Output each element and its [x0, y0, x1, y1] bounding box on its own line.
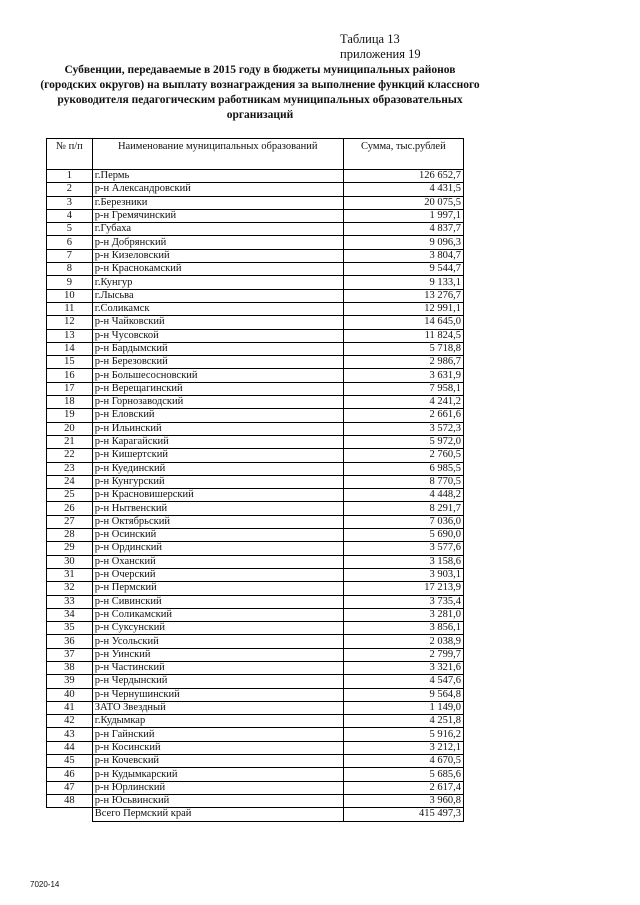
row-name: р-н Уинский	[92, 648, 343, 661]
row-name: р-н Октябрьский	[92, 515, 343, 528]
table-row	[47, 342, 464, 355]
table-row	[47, 728, 464, 741]
row-name: р-н Пермский	[92, 582, 343, 595]
table-row	[47, 794, 464, 807]
table-row	[47, 622, 464, 635]
row-name: р-н Куединский	[92, 462, 343, 475]
table-row	[47, 183, 464, 196]
table-row	[47, 409, 464, 422]
table-row	[47, 396, 464, 409]
table-body	[47, 170, 464, 822]
row-num: 31	[47, 568, 93, 581]
row-sum: 9 564,8	[343, 688, 463, 701]
row-sum: 9 096,3	[343, 236, 463, 249]
row-num: 16	[47, 369, 93, 382]
row-sum: 5 690,0	[343, 529, 463, 542]
row-num: 3	[47, 196, 93, 209]
row-sum: 11 824,5	[343, 329, 463, 342]
row-sum: 2 038,9	[343, 635, 463, 648]
row-sum: 13 276,7	[343, 289, 463, 302]
row-name: р-н Сивинский	[92, 595, 343, 608]
row-sum: 1 997,1	[343, 209, 463, 222]
row-num: 40	[47, 688, 93, 701]
row-num: 44	[47, 741, 93, 754]
row-sum: 5 916,2	[343, 728, 463, 741]
table-row	[47, 435, 464, 448]
row-name: р-н Красновишерский	[92, 489, 343, 502]
row-sum: 5 718,8	[343, 342, 463, 355]
row-name: р-н Суксунский	[92, 622, 343, 635]
row-sum: 3 572,3	[343, 422, 463, 435]
row-num: 14	[47, 342, 93, 355]
table-row	[47, 688, 464, 701]
table-row	[47, 356, 464, 369]
table-row	[47, 608, 464, 621]
row-num: 18	[47, 396, 93, 409]
table-row	[47, 236, 464, 249]
table-row	[47, 489, 464, 502]
table-row	[47, 422, 464, 435]
table-row	[47, 595, 464, 608]
row-sum: 4 837,7	[343, 223, 463, 236]
row-num: 17	[47, 382, 93, 395]
table-row	[47, 223, 464, 236]
row-num: 45	[47, 755, 93, 768]
row-name: р-н Верещагинский	[92, 382, 343, 395]
row-name: р-н Очерский	[92, 568, 343, 581]
row-sum: 8 291,7	[343, 502, 463, 515]
row-num: 39	[47, 675, 93, 688]
header-sum: Сумма, тыс.рублей	[343, 139, 463, 170]
table-row	[47, 675, 464, 688]
table-total-row	[47, 808, 464, 821]
row-name: р-н Кочевский	[92, 755, 343, 768]
row-sum: 3 903,1	[343, 568, 463, 581]
row-num: 12	[47, 316, 93, 329]
row-num: 32	[47, 582, 93, 595]
table-row	[47, 209, 464, 222]
subsidies-table	[46, 138, 464, 822]
row-sum: 3 577,6	[343, 542, 463, 555]
row-name: р-н Кудымкарский	[92, 768, 343, 781]
table-row	[47, 661, 464, 674]
row-name: р-н Гремячинский	[92, 209, 343, 222]
row-num: 41	[47, 701, 93, 714]
row-sum: 3 960,8	[343, 794, 463, 807]
row-sum: 5 972,0	[343, 435, 463, 448]
row-sum: 126 652,7	[343, 170, 463, 183]
row-sum: 14 645,0	[343, 316, 463, 329]
table-row	[47, 768, 464, 781]
row-name: р-н Еловский	[92, 409, 343, 422]
row-num: 6	[47, 236, 93, 249]
row-name: р-н Юрлинский	[92, 781, 343, 794]
row-num: 38	[47, 661, 93, 674]
row-sum: 1 149,0	[343, 701, 463, 714]
row-num: 34	[47, 608, 93, 621]
row-name: р-н Большесосновский	[92, 369, 343, 382]
row-name: р-н Чусовской	[92, 329, 343, 342]
row-sum: 9 544,7	[343, 263, 463, 276]
row-num: 2	[47, 183, 93, 196]
table-row	[47, 276, 464, 289]
row-sum: 3 804,7	[343, 249, 463, 262]
row-name: р-н Кунгурский	[92, 475, 343, 488]
row-name: р-н Кизеловский	[92, 249, 343, 262]
row-name: г.Губаха	[92, 223, 343, 236]
row-sum: 3 631,9	[343, 369, 463, 382]
row-num: 19	[47, 409, 93, 422]
row-sum: 2 986,7	[343, 356, 463, 369]
table-row	[47, 635, 464, 648]
row-name: р-н Усольский	[92, 635, 343, 648]
row-sum: 8 770,5	[343, 475, 463, 488]
row-sum: 3 281,0	[343, 608, 463, 621]
table-row	[47, 701, 464, 714]
table-row	[47, 462, 464, 475]
row-name: г.Кудымкар	[92, 715, 343, 728]
total-label: Всего Пермский край	[92, 808, 343, 821]
table-caption	[340, 32, 421, 62]
row-sum: 7 036,0	[343, 515, 463, 528]
row-num: 33	[47, 595, 93, 608]
table-row	[47, 316, 464, 329]
caption-appendix: приложения 19	[340, 47, 421, 61]
row-name: р-н Ильинский	[92, 422, 343, 435]
table-row	[47, 555, 464, 568]
row-num: 42	[47, 715, 93, 728]
row-sum: 2 661,6	[343, 409, 463, 422]
row-name: р-н Краснокамский	[92, 263, 343, 276]
row-sum: 2 760,5	[343, 449, 463, 462]
row-name: р-н Добрянский	[92, 236, 343, 249]
row-num: 22	[47, 449, 93, 462]
row-sum: 6 985,5	[343, 462, 463, 475]
total-num-empty	[47, 808, 93, 821]
row-sum: 3 856,1	[343, 622, 463, 635]
row-sum: 17 213,9	[343, 582, 463, 595]
row-num: 48	[47, 794, 93, 807]
row-sum: 2 799,7	[343, 648, 463, 661]
row-sum: 4 431,5	[343, 183, 463, 196]
table-row	[47, 542, 464, 555]
table-header-row	[47, 139, 464, 170]
row-sum: 4 547,6	[343, 675, 463, 688]
row-num: 21	[47, 435, 93, 448]
row-name: р-н Нытвенский	[92, 502, 343, 515]
row-name: р-н Частинский	[92, 661, 343, 674]
row-num: 35	[47, 622, 93, 635]
table-row	[47, 382, 464, 395]
document-title: Субвенции, передаваемые в 2015 году в бюджеты муниципальных районов (городских округов) на выплату вознаграждения за выполнение функций классного руководителя педагогическим работникам муниципальных образовательных организаций	[40, 64, 480, 121]
row-num: 23	[47, 462, 93, 475]
row-name: р-н Чердынский	[92, 675, 343, 688]
row-num: 47	[47, 781, 93, 794]
footer-code: 7020-14	[30, 880, 60, 889]
row-name: р-н Осинский	[92, 529, 343, 542]
row-name: р-н Александровский	[92, 183, 343, 196]
row-num: 36	[47, 635, 93, 648]
table-row	[47, 715, 464, 728]
caption-table-number: Таблица 13	[340, 32, 400, 46]
row-sum: 12 991,1	[343, 302, 463, 315]
table-row	[47, 475, 464, 488]
row-sum: 9 133,1	[343, 276, 463, 289]
table-row	[47, 502, 464, 515]
row-name: г.Пермь	[92, 170, 343, 183]
row-sum: 20 075,5	[343, 196, 463, 209]
row-name: г.Лысьва	[92, 289, 343, 302]
row-name: р-н Гайнский	[92, 728, 343, 741]
table-row	[47, 369, 464, 382]
table-row	[47, 741, 464, 754]
row-num: 28	[47, 529, 93, 542]
table-row	[47, 196, 464, 209]
row-num: 9	[47, 276, 93, 289]
row-sum: 2 617,4	[343, 781, 463, 794]
row-num: 43	[47, 728, 93, 741]
row-num: 46	[47, 768, 93, 781]
table-row	[47, 289, 464, 302]
row-num: 7	[47, 249, 93, 262]
table-row	[47, 170, 464, 183]
row-name: р-н Оханский	[92, 555, 343, 568]
row-name: р-н Юсьвинский	[92, 794, 343, 807]
table-row	[47, 515, 464, 528]
table-row	[47, 781, 464, 794]
row-name: р-н Березовский	[92, 356, 343, 369]
table-row	[47, 449, 464, 462]
table-row	[47, 329, 464, 342]
row-name: р-н Горнозаводский	[92, 396, 343, 409]
header-name: Наименование муниципальных образований	[92, 139, 343, 170]
row-name: р-н Соликамский	[92, 608, 343, 621]
row-num: 30	[47, 555, 93, 568]
row-sum: 7 958,1	[343, 382, 463, 395]
row-name: г.Кунгур	[92, 276, 343, 289]
row-sum: 3 735,4	[343, 595, 463, 608]
row-sum: 3 158,6	[343, 555, 463, 568]
row-name: р-н Косинский	[92, 741, 343, 754]
header-num: № п/п	[47, 139, 93, 170]
table-row	[47, 582, 464, 595]
row-name: г.Соликамск	[92, 302, 343, 315]
row-name: ЗАТО Звездный	[92, 701, 343, 714]
row-sum: 4 251,8	[343, 715, 463, 728]
row-name: р-н Чернушинский	[92, 688, 343, 701]
row-sum: 4 241,2	[343, 396, 463, 409]
row-sum: 3 212,1	[343, 741, 463, 754]
row-name: р-н Чайковский	[92, 316, 343, 329]
row-num: 15	[47, 356, 93, 369]
row-num: 20	[47, 422, 93, 435]
row-num: 27	[47, 515, 93, 528]
row-name: р-н Бардымский	[92, 342, 343, 355]
row-sum: 3 321,6	[343, 661, 463, 674]
row-num: 37	[47, 648, 93, 661]
row-num: 25	[47, 489, 93, 502]
row-name: р-н Ординский	[92, 542, 343, 555]
row-sum: 4 448,2	[343, 489, 463, 502]
table-row	[47, 755, 464, 768]
table-row	[47, 263, 464, 276]
table-row	[47, 648, 464, 661]
table-row	[47, 529, 464, 542]
row-num: 13	[47, 329, 93, 342]
row-num: 24	[47, 475, 93, 488]
row-sum: 5 685,6	[343, 768, 463, 781]
row-name: р-н Кишертский	[92, 449, 343, 462]
row-num: 5	[47, 223, 93, 236]
row-num: 26	[47, 502, 93, 515]
row-num: 1	[47, 170, 93, 183]
table-row	[47, 568, 464, 581]
table-row	[47, 302, 464, 315]
row-num: 29	[47, 542, 93, 555]
row-num: 11	[47, 302, 93, 315]
row-num: 10	[47, 289, 93, 302]
row-sum: 4 670,5	[343, 755, 463, 768]
row-name: г.Березники	[92, 196, 343, 209]
row-num: 4	[47, 209, 93, 222]
table-row	[47, 249, 464, 262]
row-num: 8	[47, 263, 93, 276]
total-sum: 415 497,3	[343, 808, 463, 821]
row-name: р-н Карагайский	[92, 435, 343, 448]
